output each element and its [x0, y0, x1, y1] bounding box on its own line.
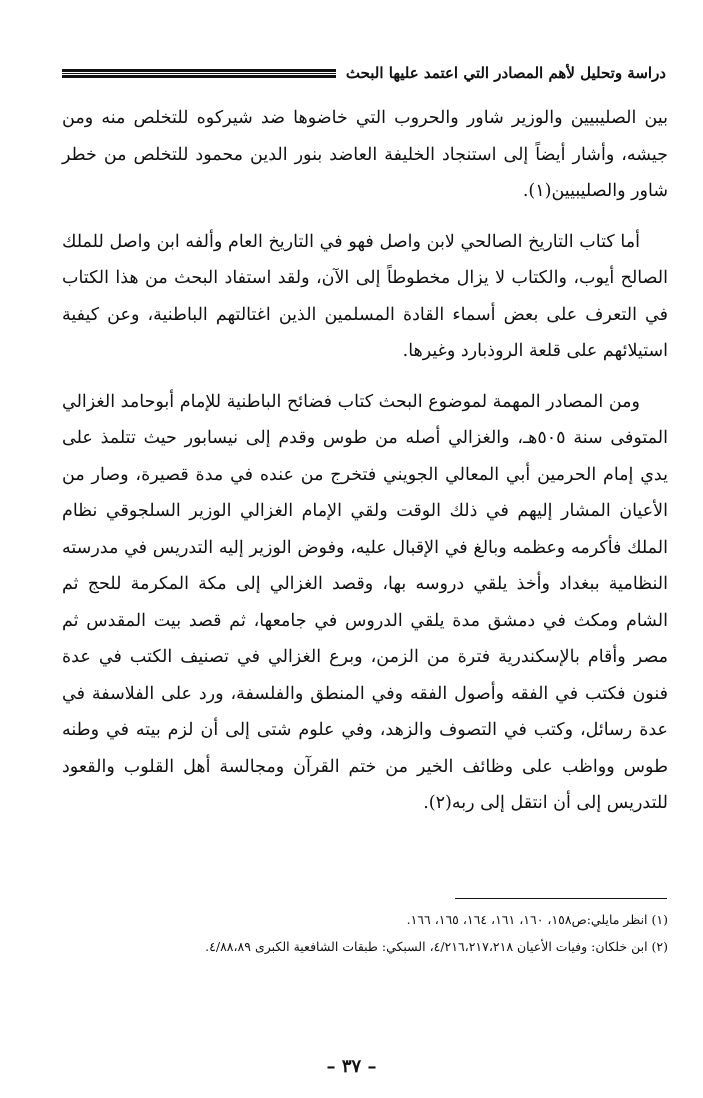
header-rule — [62, 69, 336, 78]
page-number: – ٣٧ – — [326, 1056, 377, 1077]
body-text — [62, 100, 668, 836]
paragraph-2: أما كتاب التاريخ الصالحي لابن واصل فهو في التاريخ العام وألفه ابن واصل للملك الصالح أيوب، والكتاب لا يزال مخطوطاً إلى الآن، ولقد استفاد البحث من هذا الكتاب في التعرف على بعض أسماء القادة المسلمين الذين اغتالتهم الباطنية، وعن كيفية استيلائهم على قلعة الروذبارد وغيرها. — [62, 231, 668, 361]
footnote-1: (١) انظر مايلي:ص١٥٨، ١٦٠، ١٦١، ١٦٤، ١٦٥، ١٦٦. — [406, 912, 668, 927]
footnote-separator — [455, 898, 667, 899]
footnotes — [60, 906, 668, 960]
paragraph-1: بين الصليبيين والوزير شاور والحروب التي خاضوها ضد شيركوه للتخلص منه ومن جيشه، وأشار أيضاً إلى استنجاد الخليفة العاضد بنور الدين محمود للتخلص من خطر شاور والصليبيين(١). — [62, 108, 668, 201]
header-title: دراسة وتحليل لأهم المصادر التي اعتمد عليها البحث — [345, 64, 666, 82]
running-header — [62, 58, 666, 88]
footnote-2: (٢) ابن خلكان: وفيات الأعيان ٤/٢١٦،٢١٧،٢١٨، السبكي: طبقات الشافعية الكبرى ٤/٨٨،٨٩. — [205, 939, 668, 954]
paragraph-3: ومن المصادر المهمة لموضوع البحث كتاب فضائح الباطنية للإمام أبوحامد الغزالي المتوفى سنة ٥٠٥هـ، والغزالي أصله من طوس وقدم إلى نيسابور حيث تتلمذ على يدي إمام الحرمين أبي المعالي الجويني فتخرج من عنده في مدة قصيرة، وصار من الأعيان المشار إليهم في ذلك الوقت ولقي الإمام الغزالي الوزير السلجوقي نظام الملك فأكرمه وعظمه وبالغ في الإقبال عليه، وفوض الوزير إليه التدريس في مدرسته النظامية ببغداد وأخذ يلقي دروسه بها، وقصد الغزالي إلى مكة المكرمة للحج ثم الشام ومكث في دمشق مدة يلقي الدروس في جامعها، ثم قصد بيت المقدس ثم مصر وأقام بالإسكندرية فترة من الزمن، وبرع الغزالي في تصنيف الكتب في عدة فنون فكتب في الفقه وأصول الفقه وفي المنطق والفلسفة، ورد على الفلاسفة في عدة رسائل، وكتب في التصوف والزهد، وفي علوم شتى إلى أن لزم بيته في وطنه طوس وواظب على وظائف الخير من ختم القرآن ومجالسة أهل القلوب والقعود للتدريس إلى أن انتقل إلى ربه(٢). — [62, 391, 668, 813]
